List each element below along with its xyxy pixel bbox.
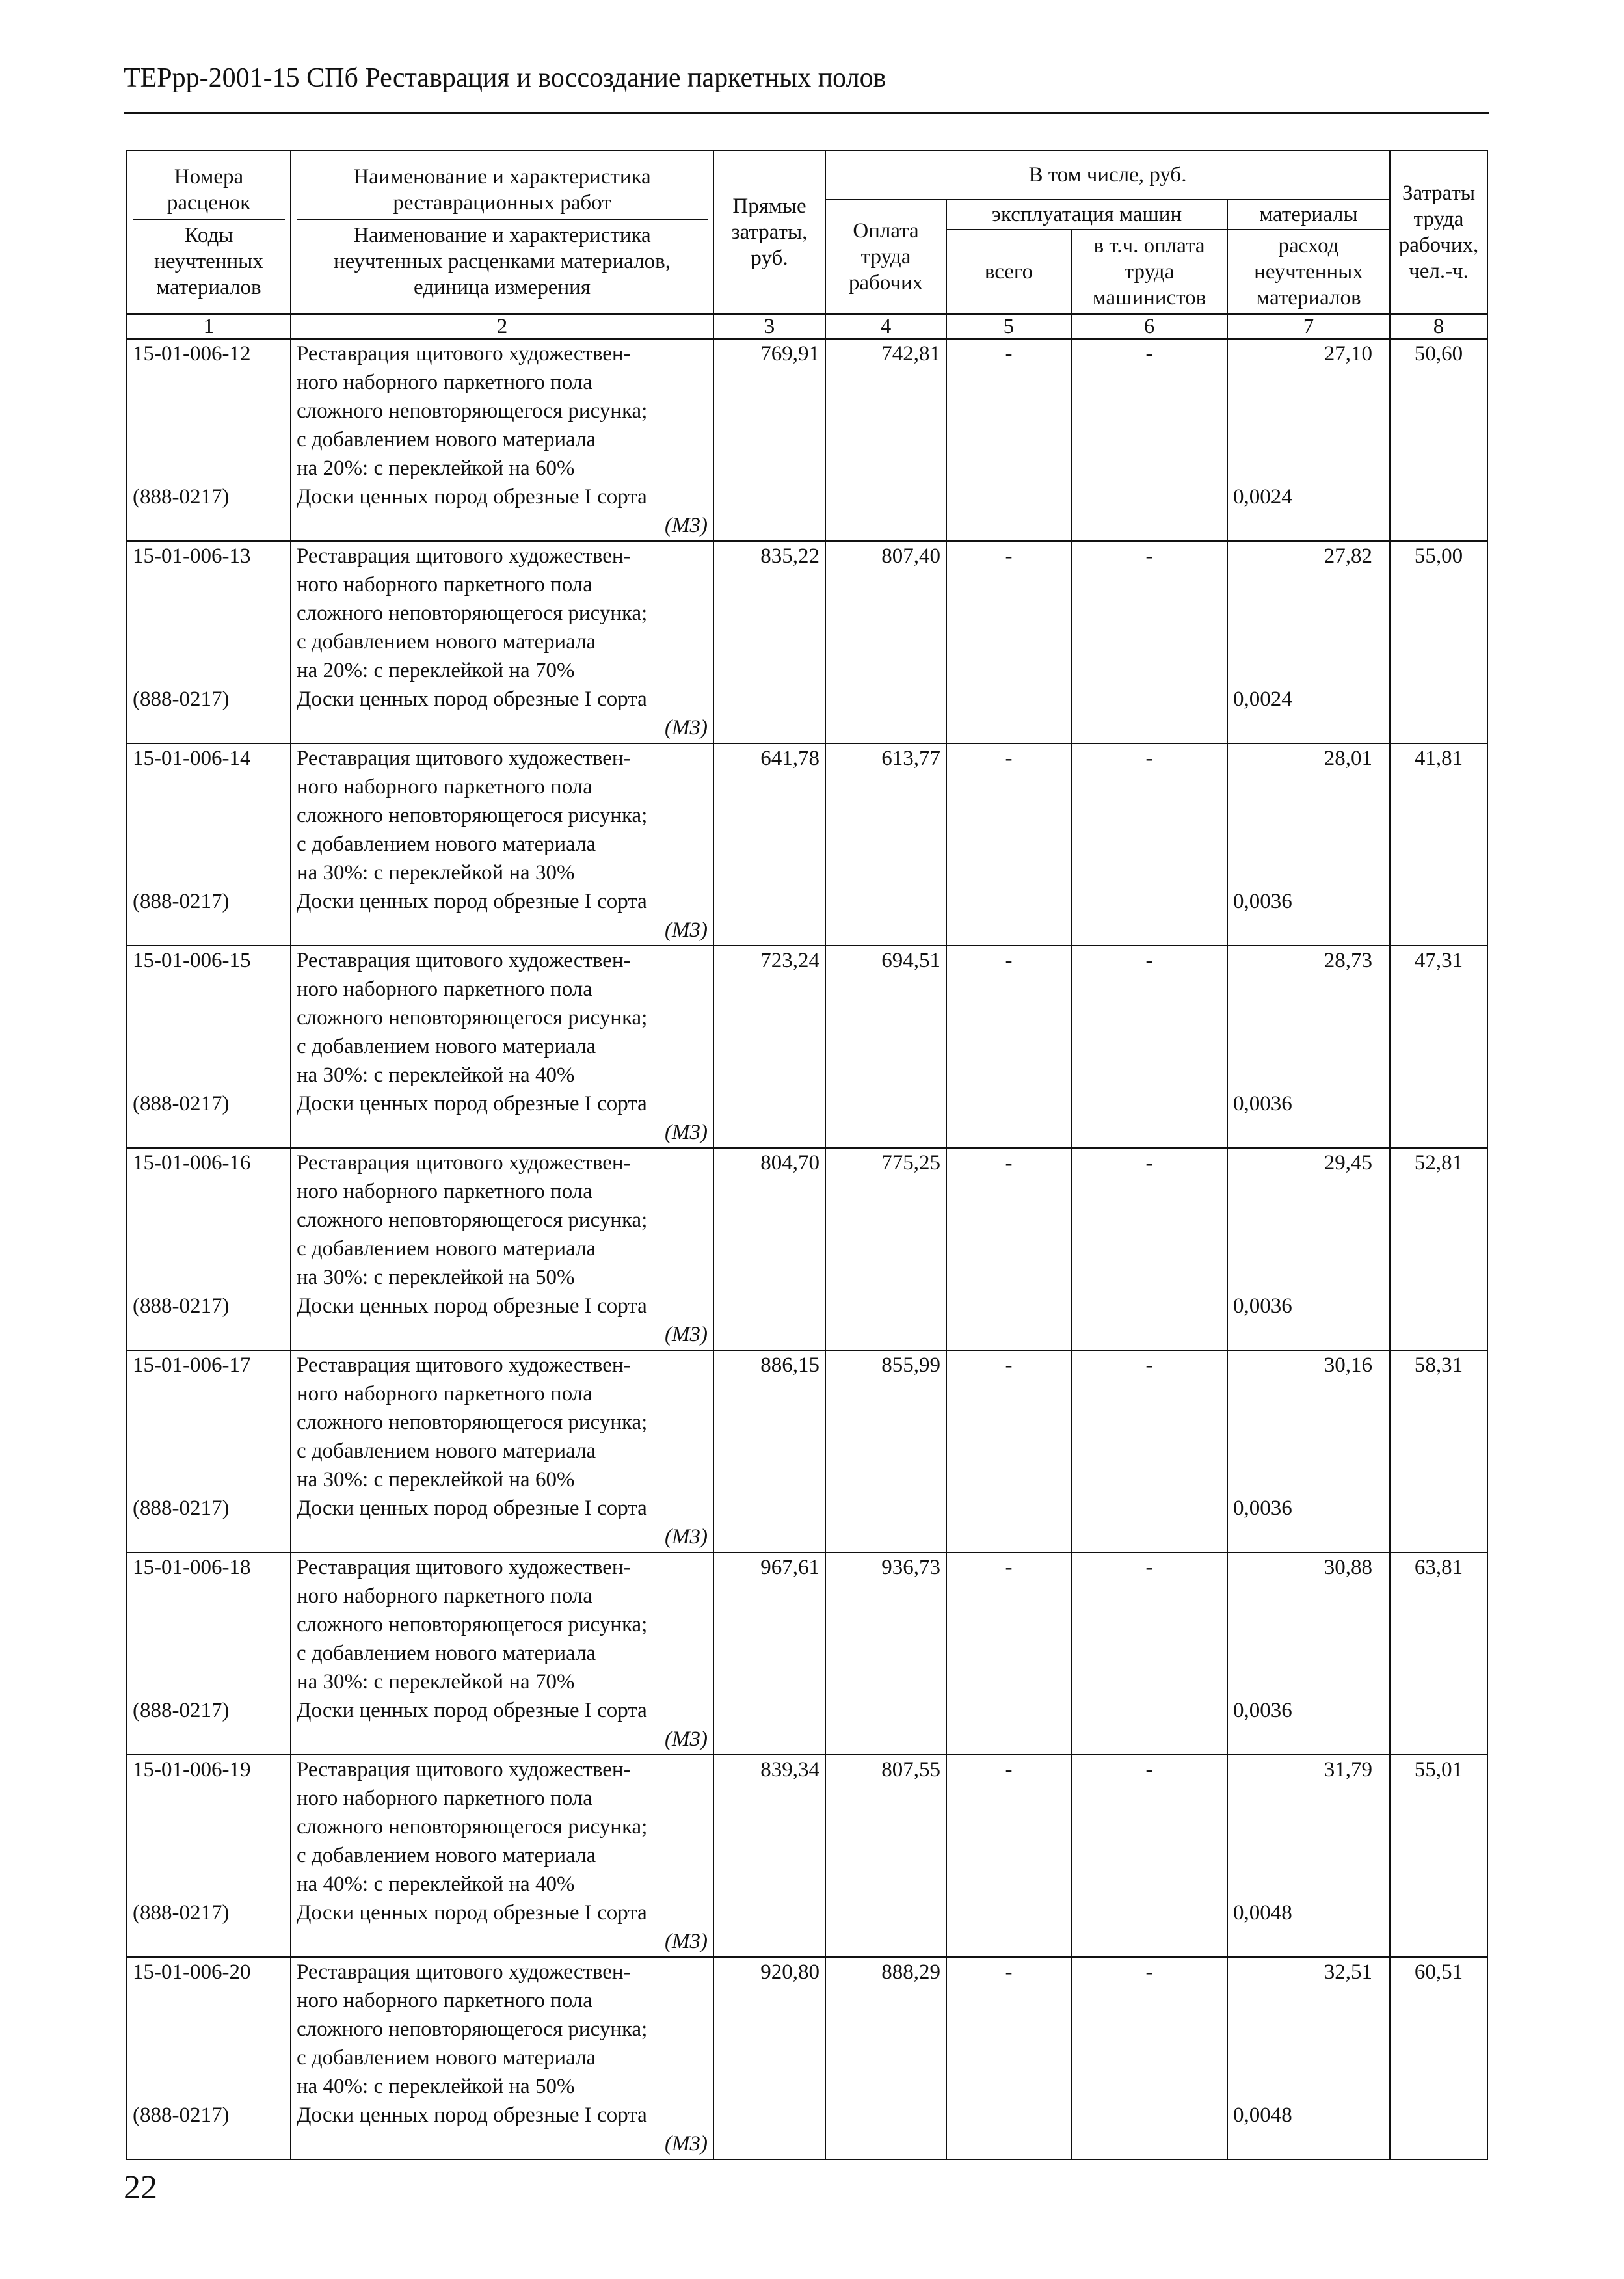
rate-code: 15-01-006-15	[133, 949, 251, 972]
rate-code: 15-01-006-20	[133, 1960, 251, 1984]
column-number: 1	[127, 314, 291, 339]
rate-code-cell	[127, 1755, 291, 1957]
material-name: Доски ценных пород обрезные I сорта	[297, 1699, 647, 1722]
work-description-line: Реставрация щитового художествен-	[297, 1758, 631, 1781]
work-description-line: ного наборного паркетного пола	[297, 1787, 592, 1810]
labor-hours-cell: 41,81	[1390, 743, 1487, 946]
worker-pay-cell: 775,25	[825, 1148, 946, 1350]
work-description-line: с добавлением нового материала	[297, 630, 596, 654]
header-material-name-label: Наименование и характеристика неучтенных расценками материалов, единица измерения	[333, 224, 671, 299]
work-description-line: сложного неповторяющегося рисунка;	[297, 2018, 648, 2041]
header-machine-operation: эксплуатация машин	[946, 200, 1227, 230]
description-cell	[291, 1957, 713, 2159]
material-unit: (М3)	[665, 1323, 708, 1346]
work-description-line: ного наборного паркетного пола	[297, 1584, 592, 1608]
table-row	[127, 1957, 1487, 2159]
materials-cell	[1227, 1350, 1390, 1553]
labor-hours-cell: 50,60	[1390, 339, 1487, 541]
work-description-line: сложного неповторяющегося рисунка;	[297, 1613, 648, 1636]
machines-total-cell: -	[946, 743, 1071, 946]
labor-hours-cell: 55,01	[1390, 1755, 1487, 1957]
direct-costs-cell: 641,78	[713, 743, 825, 946]
materials-cost: 28,01	[1324, 747, 1373, 770]
table-row	[127, 1755, 1487, 1957]
material-unit: (М3)	[665, 1930, 708, 1953]
work-description-line: Реставрация щитового художествен-	[297, 1556, 631, 1579]
materials-cell	[1227, 743, 1390, 946]
work-description-line: с добавлением нового материала	[297, 1035, 596, 1058]
materials-cell	[1227, 339, 1390, 541]
machines-total-cell: -	[946, 339, 1071, 541]
material-code: (888-0217)	[133, 1901, 230, 1925]
work-description-line: Реставрация щитового художествен-	[297, 544, 631, 568]
materials-cost: 27,82	[1324, 544, 1373, 568]
work-description-line: на 40%: с переклейкой на 40%	[297, 1873, 575, 1896]
work-description-line: Реставрация щитового художествен-	[297, 747, 631, 770]
direct-costs-cell: 723,24	[713, 946, 825, 1148]
description-cell	[291, 743, 713, 946]
work-description-line: на 30%: с переклейкой на 30%	[297, 861, 575, 885]
machinist-pay-cell: -	[1071, 1553, 1227, 1755]
work-description-line: с добавлением нового материала	[297, 428, 596, 451]
work-description-line: Реставрация щитового художествен-	[297, 949, 631, 972]
worker-pay-cell: 888,29	[825, 1957, 946, 2159]
column-number: 7	[1227, 314, 1390, 339]
work-description-line: ного наборного паркетного пола	[297, 978, 592, 1001]
rate-code-cell	[127, 339, 291, 541]
header-machines-total: всего	[946, 230, 1071, 314]
table-row	[127, 1350, 1487, 1553]
work-description-line: на 30%: с переклейкой на 70%	[297, 1670, 575, 1694]
work-description-line: с добавлением нового материала	[297, 1642, 596, 1665]
direct-costs-cell: 769,91	[713, 339, 825, 541]
material-unit: (М3)	[665, 716, 708, 740]
work-description-line: на 30%: с переклейкой на 40%	[297, 1063, 575, 1087]
materials-cost: 27,10	[1324, 342, 1373, 366]
header-work-name-label: Наименование и характеристика реставрационных работ	[297, 161, 708, 220]
work-description-line: сложного неповторяющегося рисунка;	[297, 602, 648, 625]
material-consumption: 0,0048	[1233, 2103, 1292, 2127]
rate-code-cell	[127, 1350, 291, 1553]
material-consumption: 0,0036	[1233, 1497, 1292, 1520]
header-work-name	[291, 150, 713, 314]
work-description-line: ного наборного паркетного пола	[297, 1382, 592, 1406]
material-consumption: 0,0048	[1233, 1901, 1292, 1925]
material-code: (888-0217)	[133, 2103, 230, 2127]
work-description-line: с добавлением нового материала	[297, 1439, 596, 1463]
machinist-pay-cell: -	[1071, 1755, 1227, 1957]
material-code: (888-0217)	[133, 890, 230, 913]
worker-pay-cell: 807,40	[825, 541, 946, 743]
machines-total-cell: -	[946, 1755, 1071, 1957]
description-cell	[291, 1755, 713, 1957]
work-description-line: на 20%: с переклейкой на 60%	[297, 457, 575, 480]
machinist-pay-cell: -	[1071, 541, 1227, 743]
header-material-consumption: расход неучтенных материалов	[1227, 230, 1390, 314]
work-description-line: на 30%: с переклейкой на 50%	[297, 1266, 575, 1289]
material-unit: (М3)	[665, 1121, 708, 1144]
material-name: Доски ценных пород обрезные I сорта	[297, 1497, 647, 1520]
labor-hours-cell: 52,81	[1390, 1148, 1487, 1350]
column-number: 6	[1071, 314, 1227, 339]
material-consumption: 0,0036	[1233, 1092, 1292, 1115]
material-name: Доски ценных пород обрезные I сорта	[297, 1092, 647, 1115]
work-description-line: ного наборного паркетного пола	[297, 775, 592, 799]
table-row	[127, 1553, 1487, 1755]
work-description-line: ного наборного паркетного пола	[297, 1180, 592, 1203]
work-description-line: ного наборного паркетного пола	[297, 371, 592, 394]
material-code: (888-0217)	[133, 1497, 230, 1520]
machines-total-cell: -	[946, 541, 1071, 743]
table-row	[127, 339, 1487, 541]
material-name: Доски ценных пород обрезные I сорта	[297, 1901, 647, 1925]
labor-hours-cell: 63,81	[1390, 1553, 1487, 1755]
material-consumption: 0,0036	[1233, 1699, 1292, 1722]
machines-total-cell: -	[946, 946, 1071, 1148]
materials-cost: 31,79	[1324, 1758, 1373, 1781]
work-description-line: на 20%: с переклейкой на 70%	[297, 659, 575, 682]
rate-code: 15-01-006-14	[133, 747, 251, 770]
work-description-line: на 40%: с переклейкой на 50%	[297, 2075, 575, 2098]
work-description-line: с добавлением нового материала	[297, 1237, 596, 1260]
rates-table	[126, 150, 1488, 2160]
material-unit: (М3)	[665, 514, 708, 537]
description-cell	[291, 1553, 713, 1755]
work-description-line: Реставрация щитового художествен-	[297, 1960, 631, 1984]
description-cell	[291, 946, 713, 1148]
rate-code-cell	[127, 946, 291, 1148]
rate-code-cell	[127, 541, 291, 743]
rate-code: 15-01-006-16	[133, 1151, 251, 1175]
column-number: 2	[291, 314, 713, 339]
machines-total-cell: -	[946, 1553, 1071, 1755]
rate-code: 15-01-006-12	[133, 342, 251, 366]
material-unit: (М3)	[665, 2132, 708, 2155]
work-description-line: ного наборного паркетного пола	[297, 573, 592, 596]
rate-code: 15-01-006-17	[133, 1353, 251, 1377]
rate-code-cell	[127, 1553, 291, 1755]
table-row	[127, 743, 1487, 946]
document-title: ТЕРрр-2001-15 СПб Реставрация и воссоздание паркетных полов	[124, 63, 886, 93]
worker-pay-cell: 855,99	[825, 1350, 946, 1553]
machines-total-cell: -	[946, 1350, 1071, 1553]
materials-cost: 30,88	[1324, 1556, 1373, 1579]
work-description-line: сложного неповторяющегося рисунка;	[297, 1006, 648, 1030]
rate-code: 15-01-006-18	[133, 1556, 251, 1579]
material-name: Доски ценных пород обрезные I сорта	[297, 2103, 647, 2127]
materials-cost: 30,16	[1324, 1353, 1373, 1377]
work-description-line: сложного неповторяющегося рисунка;	[297, 804, 648, 827]
rate-code: 15-01-006-19	[133, 1758, 251, 1781]
material-name: Доски ценных пород обрезные I сорта	[297, 1294, 647, 1318]
material-name: Доски ценных пород обрезные I сорта	[297, 485, 647, 509]
column-number: 5	[946, 314, 1071, 339]
direct-costs-cell: 967,61	[713, 1553, 825, 1755]
materials-cell	[1227, 1148, 1390, 1350]
rate-code: 15-01-006-13	[133, 544, 251, 568]
direct-costs-cell: 839,34	[713, 1755, 825, 1957]
work-description-line: с добавлением нового материала	[297, 833, 596, 856]
table-body	[127, 339, 1487, 2159]
rate-code-cell	[127, 743, 291, 946]
work-description-line: сложного неповторяющегося рисунка;	[297, 1411, 648, 1434]
header-worker-pay: Оплата труда рабочих	[825, 200, 946, 314]
material-consumption: 0,0036	[1233, 1294, 1292, 1318]
materials-cost: 28,73	[1324, 949, 1373, 972]
machinist-pay-cell: -	[1071, 743, 1227, 946]
work-description-line: ного наборного паркетного пола	[297, 1989, 592, 2012]
header-material-codes-label: Коды неучтенных материалов	[154, 224, 263, 299]
header-labor-hours: Затраты труда рабочих, чел.-ч.	[1390, 150, 1487, 314]
material-code: (888-0217)	[133, 687, 230, 711]
table-header	[127, 150, 1487, 339]
header-rate-numbers	[127, 150, 291, 314]
material-consumption: 0,0024	[1233, 687, 1292, 711]
table-row	[127, 1148, 1487, 1350]
worker-pay-cell: 694,51	[825, 946, 946, 1148]
description-cell	[291, 1350, 713, 1553]
work-description-line: сложного неповторяющегося рисунка;	[297, 399, 648, 423]
direct-costs-cell: 835,22	[713, 541, 825, 743]
material-consumption: 0,0036	[1233, 890, 1292, 913]
title-rule	[124, 112, 1489, 114]
table-row	[127, 541, 1487, 743]
labor-hours-cell: 55,00	[1390, 541, 1487, 743]
worker-pay-cell: 807,55	[825, 1755, 946, 1957]
materials-cell	[1227, 1957, 1390, 2159]
description-cell	[291, 1148, 713, 1350]
work-description-line: Реставрация щитового художествен-	[297, 1353, 631, 1377]
header-rate-numbers-label: Номера расценок	[133, 161, 285, 220]
materials-cost: 32,51	[1324, 1960, 1373, 1984]
machinist-pay-cell: -	[1071, 1957, 1227, 2159]
machines-total-cell: -	[946, 1148, 1071, 1350]
direct-costs-cell: 804,70	[713, 1148, 825, 1350]
work-description-line: с добавлением нового материала	[297, 1844, 596, 1867]
work-description-line: Реставрация щитового художествен-	[297, 1151, 631, 1175]
machinist-pay-cell: -	[1071, 339, 1227, 541]
work-description-line: на 30%: с переклейкой на 60%	[297, 1468, 575, 1491]
materials-cost: 29,45	[1324, 1151, 1373, 1175]
description-cell	[291, 339, 713, 541]
material-name: Доски ценных пород обрезные I сорта	[297, 890, 647, 913]
machinist-pay-cell: -	[1071, 946, 1227, 1148]
labor-hours-cell: 47,31	[1390, 946, 1487, 1148]
worker-pay-cell: 936,73	[825, 1553, 946, 1755]
direct-costs-cell: 920,80	[713, 1957, 825, 2159]
column-number: 8	[1390, 314, 1487, 339]
table-row	[127, 946, 1487, 1148]
material-unit: (М3)	[665, 1727, 708, 1751]
material-code: (888-0217)	[133, 1699, 230, 1722]
direct-costs-cell: 886,15	[713, 1350, 825, 1553]
page-number: 22	[124, 2169, 157, 2206]
material-consumption: 0,0024	[1233, 485, 1292, 509]
material-unit: (М3)	[665, 918, 708, 942]
work-description-line: с добавлением нового материала	[297, 2046, 596, 2070]
material-code: (888-0217)	[133, 1294, 230, 1318]
material-name: Доски ценных пород обрезные I сорта	[297, 687, 647, 711]
worker-pay-cell: 742,81	[825, 339, 946, 541]
work-description-line: сложного неповторяющегося рисунка;	[297, 1815, 648, 1839]
materials-cell	[1227, 1755, 1390, 1957]
header-direct-costs: Прямые затраты, руб.	[713, 150, 825, 314]
work-description-line: Реставрация щитового художествен-	[297, 342, 631, 366]
rate-code-cell	[127, 1148, 291, 1350]
materials-cell	[1227, 946, 1390, 1148]
column-number: 4	[825, 314, 946, 339]
column-numbers-row	[127, 314, 1487, 339]
materials-cell	[1227, 1553, 1390, 1755]
machinist-pay-cell: -	[1071, 1148, 1227, 1350]
worker-pay-cell: 613,77	[825, 743, 946, 946]
rate-code-cell	[127, 1957, 291, 2159]
labor-hours-cell: 58,31	[1390, 1350, 1487, 1553]
material-code: (888-0217)	[133, 1092, 230, 1115]
description-cell	[291, 541, 713, 743]
materials-cell	[1227, 541, 1390, 743]
machinist-pay-cell: -	[1071, 1350, 1227, 1553]
material-code: (888-0217)	[133, 485, 230, 509]
machines-total-cell: -	[946, 1957, 1071, 2159]
column-number: 3	[713, 314, 825, 339]
work-description-line: сложного неповторяющегося рисунка;	[297, 1208, 648, 1232]
labor-hours-cell: 60,51	[1390, 1957, 1487, 2159]
header-including-group: В том числе, руб.	[825, 150, 1390, 200]
material-unit: (М3)	[665, 1525, 708, 1549]
header-machinist-pay: в т.ч. оплата труда машинистов	[1071, 230, 1227, 314]
header-materials: материалы	[1227, 200, 1390, 230]
